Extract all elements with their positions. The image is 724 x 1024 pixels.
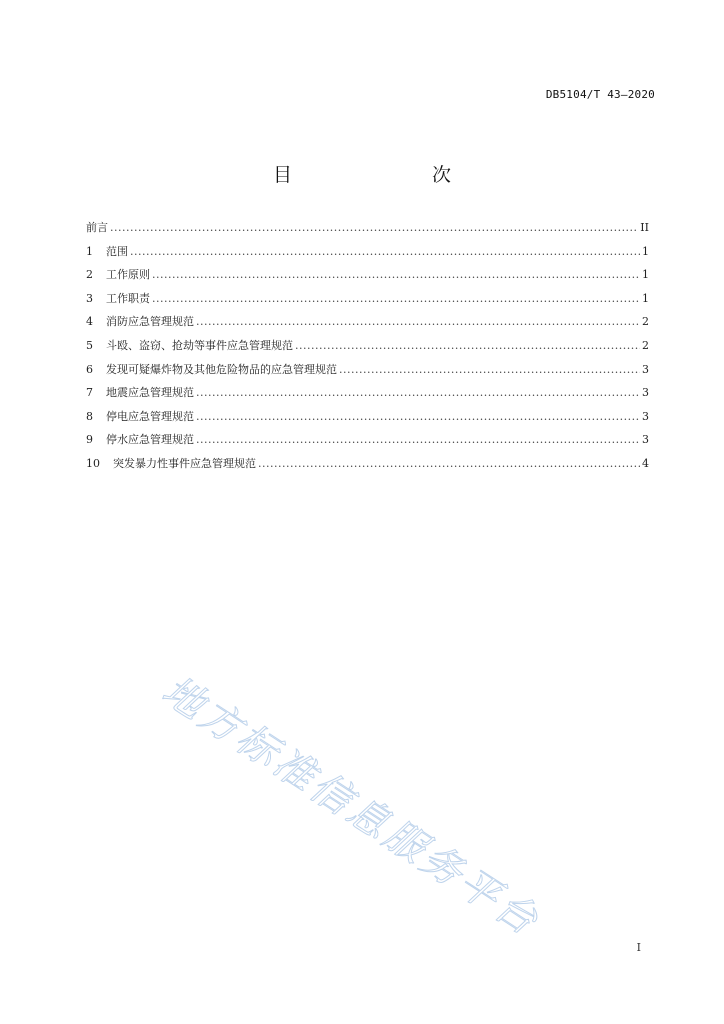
toc-title: 目 次 — [272, 164, 485, 186]
toc-entry-page: 1 — [642, 268, 649, 282]
toc-leader-dots — [152, 287, 640, 311]
toc-entry-4[interactable] — [86, 310, 649, 334]
toc-entry-9[interactable] — [86, 428, 649, 452]
toc-leader-dots — [196, 381, 640, 405]
toc-entry-label: 消防应急管理规范 — [106, 315, 194, 329]
toc-entry-page: 3 — [642, 433, 649, 447]
toc-entry-page: 2 — [642, 315, 649, 329]
toc-entry-number: 4 — [86, 315, 93, 329]
toc-entry-page: 4 — [642, 456, 649, 470]
toc-leader-dots — [110, 216, 638, 240]
watermark: 地方标准信息服务平台 — [154, 667, 549, 946]
toc-entry-label: 突发暴力性事件应急管理规范 — [113, 456, 256, 470]
toc-entry-number: 3 — [86, 291, 93, 305]
toc-entry-label: 地震应急管理规范 — [106, 386, 194, 400]
toc-entry-label: 发现可疑爆炸物及其他危险物品的应急管理规范 — [106, 362, 337, 376]
toc-leader-dots — [196, 405, 640, 429]
toc-entry-label: 前言 — [86, 221, 108, 234]
toc-leader-dots — [130, 240, 640, 264]
toc-leader-dots — [196, 428, 640, 452]
toc-entry-page: 1 — [642, 244, 649, 258]
toc-entry-number: 9 — [86, 433, 93, 447]
toc-leader-dots — [339, 358, 640, 382]
toc-entry-number: 7 — [86, 386, 93, 400]
toc-entry-page: 1 — [642, 291, 649, 305]
toc-entry-10[interactable] — [86, 452, 649, 476]
toc-entry-3[interactable] — [86, 287, 649, 311]
toc-entry-7[interactable] — [86, 381, 649, 405]
toc-entry-page: II — [640, 221, 649, 234]
toc-entry-number: 6 — [86, 362, 93, 376]
table-of-contents — [86, 216, 649, 476]
page-number: I — [636, 941, 641, 954]
toc-entry-label: 停电应急管理规范 — [106, 409, 194, 423]
toc-entry-1[interactable] — [86, 240, 649, 264]
toc-entry-label: 工作原则 — [106, 268, 150, 282]
document-code: DB5104/T 43—2020 — [545, 88, 655, 101]
toc-entry-foreword[interactable] — [86, 216, 649, 240]
toc-entry-page: 3 — [642, 362, 649, 376]
toc-entry-6[interactable] — [86, 358, 649, 382]
toc-entry-label: 斗殴、盗窃、抢劫等事件应急管理规范 — [106, 338, 293, 352]
toc-entry-page: 3 — [642, 386, 649, 400]
toc-entry-label: 工作职责 — [106, 291, 150, 305]
toc-entry-label: 范围 — [106, 244, 128, 258]
toc-entry-page: 3 — [642, 409, 649, 423]
toc-entry-5[interactable] — [86, 334, 649, 358]
toc-entry-number: 2 — [86, 268, 93, 282]
toc-leader-dots — [295, 334, 640, 358]
toc-leader-dots — [152, 263, 640, 287]
toc-entry-8[interactable] — [86, 405, 649, 429]
toc-leader-dots — [196, 310, 640, 334]
toc-entry-page: 2 — [642, 338, 649, 352]
toc-entry-number: 5 — [86, 338, 93, 352]
toc-leader-dots — [258, 452, 640, 476]
toc-entry-number: 8 — [86, 409, 93, 423]
toc-entry-2[interactable] — [86, 263, 649, 287]
toc-entry-number: 10 — [86, 456, 100, 470]
toc-entry-number: 1 — [86, 244, 93, 258]
toc-entry-label: 停水应急管理规范 — [106, 433, 194, 447]
